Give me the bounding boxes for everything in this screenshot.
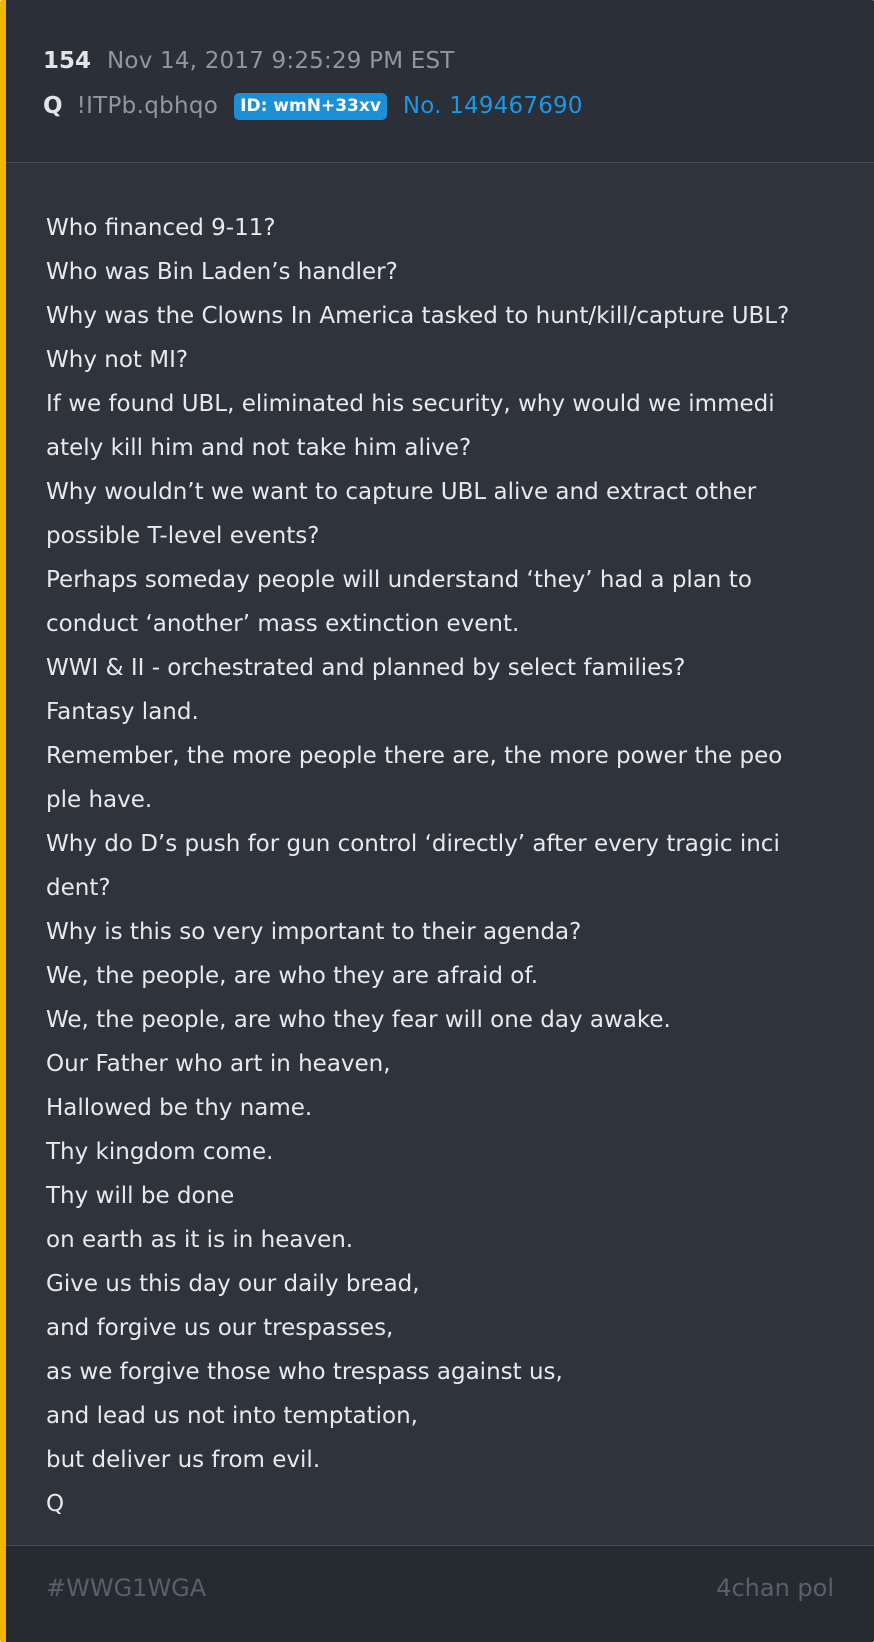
post-text-line: and forgive us our trespasses, xyxy=(46,1315,394,1341)
post-text-line: Remember, the more people there are, the more power the peo xyxy=(46,743,783,769)
post-text-line: and lead us not into temptation, xyxy=(46,1403,418,1429)
post-text-line: dent? xyxy=(46,875,111,901)
post-text-line: but deliver us from evil. xyxy=(46,1447,321,1473)
post-text-line: Perhaps someday people will understand ‘they’ had a plan to xyxy=(46,567,752,593)
poster-id-badge[interactable]: ID: wmN+33xv xyxy=(234,93,387,120)
post-text-line: possible T-level events? xyxy=(46,523,320,549)
author-name: Q xyxy=(43,93,63,119)
post-text-line: If we found UBL, eliminated his security, why would we immedi xyxy=(46,391,775,417)
post-text-line: Fantasy land. xyxy=(46,699,199,725)
post-number: 154 xyxy=(43,48,92,74)
post-text-line: Who was Bin Laden’s handler? xyxy=(46,259,398,285)
post-text-line: Thy will be done xyxy=(46,1183,235,1209)
post-text-line: ple have. xyxy=(46,787,153,813)
post-text-line: Why was the Clowns In America tasked to hunt/kill/capture UBL? xyxy=(46,303,790,329)
post-text-line: We, the people, are who they are afraid of. xyxy=(46,963,539,989)
hashtag-link[interactable]: #WWG1WGA xyxy=(46,1574,207,1602)
post-text-line: Thy kingdom come. xyxy=(46,1139,274,1165)
post-author-line xyxy=(43,89,583,123)
post-text-line: Who financed 9-11? xyxy=(46,215,276,241)
post-text-line: Q xyxy=(46,1491,65,1517)
post-number-link[interactable]: No. 149467690 xyxy=(402,93,583,119)
post-text-line: Give us this day our daily bread, xyxy=(46,1271,420,1297)
post-text-line: Hallowed be thy name. xyxy=(46,1095,313,1121)
post-header xyxy=(6,0,874,163)
post-text-line: We, the people, are who they fear will one day awake. xyxy=(46,1007,671,1033)
post-meta-line xyxy=(43,44,455,78)
post-text-line: ately kill him and not take him alive? xyxy=(46,435,472,461)
post-text-line: Why do D’s push for gun control ‘directly’ after every tragic inci xyxy=(46,831,780,857)
post-body xyxy=(46,206,836,1526)
post-text-line: on earth as it is in heaven. xyxy=(46,1227,354,1253)
post-text-line: as we forgive those who trespass against us, xyxy=(46,1359,563,1385)
post-timestamp: Nov 14, 2017 9:25:29 PM EST xyxy=(107,48,455,74)
post-text-line: Why not MI? xyxy=(46,347,189,373)
post-text-line: conduct ‘another’ mass extinction event. xyxy=(46,611,520,637)
post-text-line: Our Father who art in heaven, xyxy=(46,1051,391,1077)
post-text-line: Why wouldn’t we want to capture UBL alive and extract other xyxy=(46,479,757,505)
author-tripcode: !ITPb.qbhqo xyxy=(76,93,219,119)
post-text-line: WWI & II - orchestrated and planned by select families? xyxy=(46,655,686,681)
post-source-label: 4chan pol xyxy=(716,1574,834,1602)
post-text-line: Why is this so very important to their agenda? xyxy=(46,919,582,945)
post-footer xyxy=(6,1545,874,1642)
